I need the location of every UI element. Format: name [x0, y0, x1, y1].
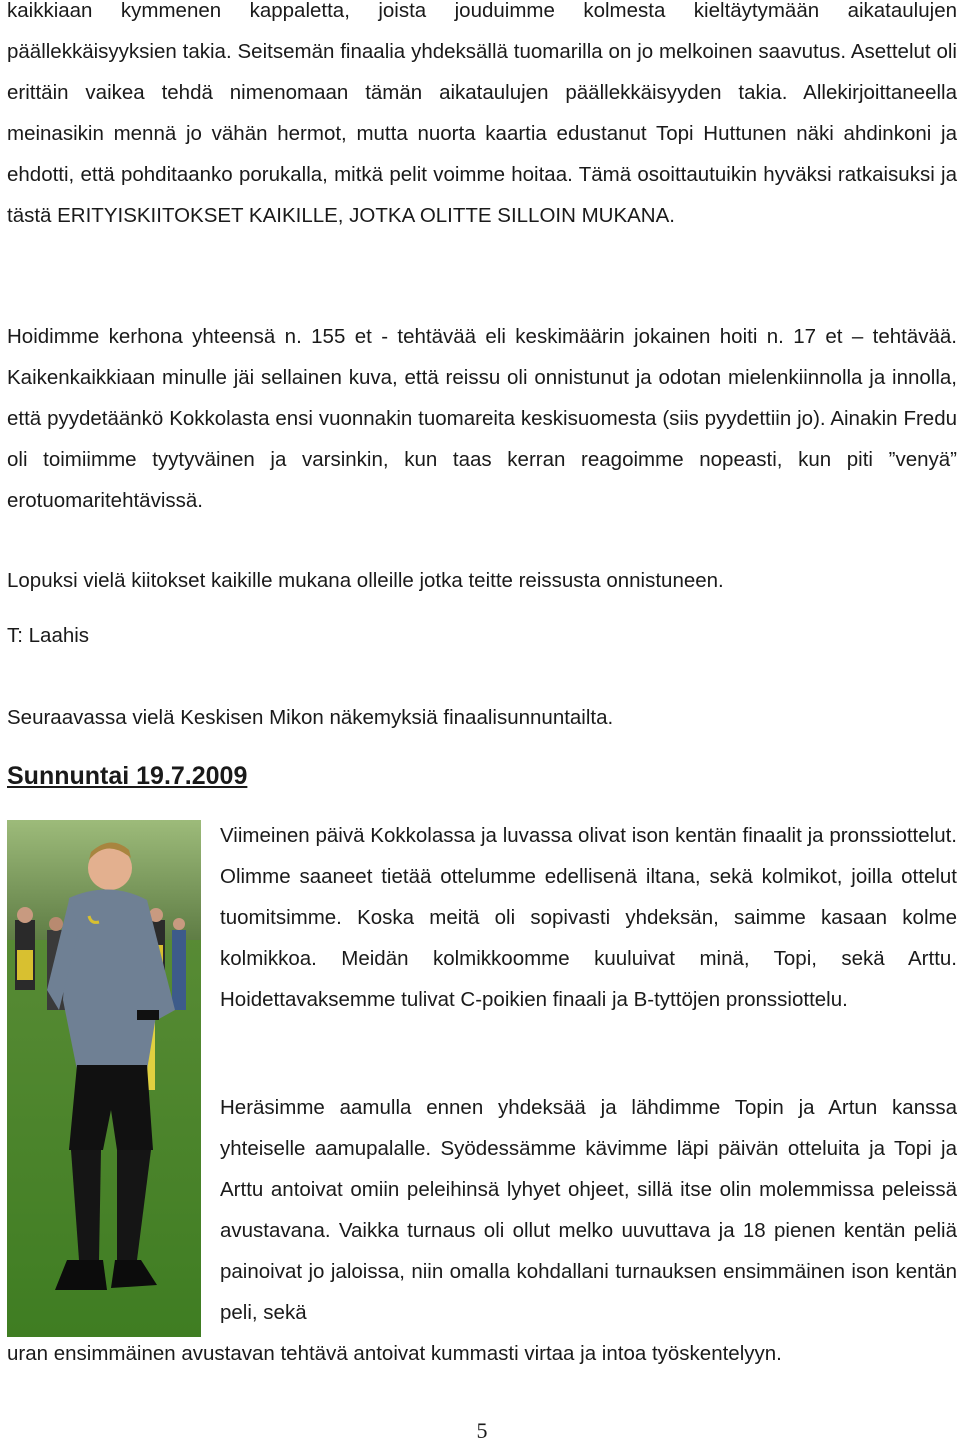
paragraph-summary: Hoidimme kerhona yhteensä n. 155 et - tehtävää eli keskimäärin jokainen hoiti n. 17 et – tehtävää. Kaikenkaikkiaan minulle jäi sellainen kuva, että reissu oli onnistunut ja odotan mielenkiinnolla ja innolla, että pyydetäänkö Kokkolasta ensi vuonnakin tuomareita keskisuomesta (siis pyydettiin jo). Ainakin Fredu oli toimiimme tyytyväinen ja varsinkin, kun taas kerran reagoimme nopeasti, kun piti ”venyä” erotuomaritehtävissä. — [7, 325, 957, 512]
paragraph-morning: Heräsimme aamulla ennen yhdeksää ja lähdimme Topin ja Artun kanssa yhteiselle aamupalalle. Syödessämme kävimme läpi päivän otteluita ja Topi ja Arttu antoivat omiin peleihinsä lyhyet ohjeet, sillä itse olin molemmissa peleissä avustavana. Vaikka turnaus oli ollut melko uuvuttava ja 18 pienen kentän peliä painoivat jo jaloissa, niin omalla kohdallani turnauksen ensimmäinen ison kentän peli, sekä — [220, 1096, 957, 1324]
referee-photo — [7, 820, 201, 1337]
paragraph-intro: kaikkiaan kymmenen kappaletta, joista jouduimme kolmesta kieltäytymään aikataulujen päällekkäisyyksien takia. Seitsemän finaalia yhdeksällä tuomarilla on jo melkoinen saavutus. Asettelut oli erittäin vaikea tehdä nimenomaan tämän aikataulujen päällekkäisyyden takia. Allekirjoittaneella meinasikin mennä jo vähän hermot, mutta nuorta kaartia edustanut Topi Huttunen näki ahdinkoni ja ehdotti, että pohditaanko porukalla, mitkä pelit voimme hoitaa. Tämä osoittautuikin hyväksi ratkaisuksi ja tästä ERITYISKIITOKSET KAIKILLE, JOTKA OLITTE SILLOIN MUKANA. — [7, 0, 957, 227]
paragraph-morning-end: uran ensimmäinen avustavan tehtävä antoivat kummasti virtaa ja intoa työskentelyyn. — [7, 1342, 782, 1365]
paragraph-signature: T: Laahis — [7, 624, 90, 647]
page-number: 5 — [476, 1418, 488, 1443]
paragraph-thanks: Lopuksi vielä kiitokset kaikille mukana olleille jotka teitte reissusta onnistuneen. — [7, 569, 724, 592]
section-heading: Sunnuntai 19.7.2009 — [7, 762, 248, 790]
paragraph-final-day: Viimeinen päivä Kokkolassa ja luvassa olivat ison kentän finaalit ja pronssiottelut. Olimme saaneet tietää ottelumme edellisenä iltana, sekä kolmikot, joilla ottelut tuomitsimme. Koska meitä oli sopivasti yhdeksän, saimme kasaan kolme kolmikkoa. Meidän kolmikkoomme kuuluivat minä, Topi, sekä Arttu. Hoidettavaksemme tulivat C-poikien finaali ja B-tyttöjen pronssiottelu. — [220, 824, 957, 1011]
paragraph-next: Seuraavassa vielä Keskisen Mikon näkemyksiä finaalisunnuntailta. — [7, 706, 614, 729]
